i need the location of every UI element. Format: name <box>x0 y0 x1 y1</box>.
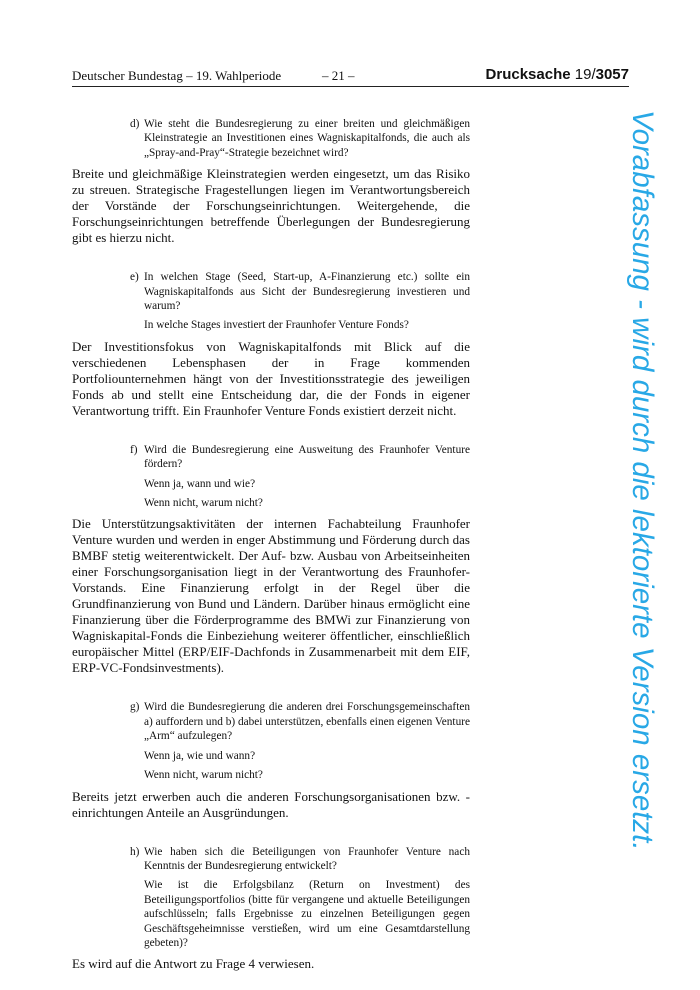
qa-block-e <box>72 270 470 419</box>
answer-text: Bereits jetzt erwerben auch die anderen Forschungsorganisationen bzw. -einrichtungen Anteile an Ausgründungen. <box>72 788 470 820</box>
question-letter: f) <box>130 443 138 456</box>
doc-num: 3057 <box>595 66 629 83</box>
watermark-text: Vorabfassung - wird durch die lektorierte Version ersetzt. <box>625 110 659 851</box>
answer-text: Die Unterstützungsaktivitäten der internen Fachabteilung Fraunhofer Venture wurden und werden in enger Abstimmung und Förderung durch das BMBF stetig weiterentwickelt. Der Auf- bzw. Ausbau von Arbeitseinheiten einer Forschungsorganisation liegt in der Verantwortung des Fraunhofer-Vorstands. Eine Finanzierung erfolgt in der Regel über die Grundfinanzierung von Bund und Ländern. Darüber hinaus ermöglicht eine Finanzierung über die Förderprogramme des BMWi zur Finanzierung von Wagniskapital-Fonds die Einbeziehung weiterer öffentlicher, einschließlich europäischer Mittel (ERP/EIF-Dachfonds in Zusammenarbeit mit dem EIF, ERP-VC-Fondsinvestments). <box>72 516 470 676</box>
question-letter: e) <box>130 271 139 284</box>
qa-block-d <box>72 117 470 246</box>
doc-label: Drucksache <box>485 66 571 83</box>
question-text: Wie steht die Bundesregierung zu einer breiten und gleichmäßigen Kleinstrategie an Investitionen eines Wagniskapitalfonds, die auch als „Spray-and-Pray“-Strategie bezeichnet wird? <box>144 118 470 159</box>
question-subtext: Wenn nicht, warum nicht? <box>144 769 263 782</box>
question-text: Wird die Bundesregierung die anderen drei Forschungsgemeinschaften a) auffordern und b) dabei unterstützen, ebenfalls einen eigenen Venture „Arm“ aufzulegen? <box>144 701 470 743</box>
header-publication: Deutscher Bundestag – 19. Wahlperiode <box>72 68 282 83</box>
question-subtext: Wie ist die Erfolgsbilanz (Return on Investment) des Beteiligungsportfolios (bitte für vergangene und aktuelle Beteiligungen aufschlüsseln; falls Ergebnisse zu einzelnen Beteiligungen gegen Geschäftsgeheimnisse verstießen, wird um eine Gesamtdarstellung gebeten)? <box>144 879 470 949</box>
question <box>130 117 470 160</box>
page-content <box>72 114 470 972</box>
answer-text: Breite und gleichmäßige Kleinstrategien werden eingesetzt, um das Risiko zu streuen. Strategische Fragestellungen liegen im Verantwortungsbereich der Vorstände der Forschungseinrichtungen. Weitergehende, die Forschungseinrichtungen betreffende Überlegungen der Bundesregierung gibt es hierzu nicht. <box>72 166 470 246</box>
question-subtext: Wenn ja, wie und wann? <box>144 749 256 762</box>
question <box>130 443 470 511</box>
answer-text: Der Investitionsfokus von Wagniskapitalfonds mit Blick auf die verschiedenen Lebensphasen der in Frage kommenden Portfoliounternehmen hängt von der Investitionsstrategie des jeweiligen Fonds ab und stellt eine Entscheidung dar, die der Fonds in eigener Verantwortung trifft. Ein Fraunhofer Venture Fonds existiert derzeit nicht. <box>72 338 470 418</box>
question-letter: h) <box>130 845 140 858</box>
draft-watermark <box>592 110 692 910</box>
question <box>130 270 470 333</box>
question-text: In welchen Stage (Seed, Start-up, A-Finanzierung etc.) sollte ein Wagniskapitalfonds aus Sicht der Bundesregierung investieren und warum? <box>144 271 470 313</box>
question-subtext: Wenn ja, wann und wie? <box>144 477 256 490</box>
header-page-number: – 21 – <box>322 68 355 83</box>
doc-num-prefix: 19/ <box>574 66 596 83</box>
question-text: Wird die Bundesregierung eine Ausweitung des Fraunhofer Venture fördern? <box>144 443 470 471</box>
header-document-number <box>486 66 629 83</box>
answer-text: Es wird auf die Antwort zu Frage 4 verwiesen. <box>72 956 315 972</box>
question <box>130 845 470 951</box>
question-subtext: In welche Stages investiert der Fraunhofer Venture Fonds? <box>144 319 409 332</box>
qa-block-g <box>72 700 470 820</box>
qa-block-f <box>72 443 470 677</box>
question <box>130 700 470 782</box>
question-subtext: Wenn nicht, warum nicht? <box>144 497 263 510</box>
question-letter: d) <box>130 118 140 130</box>
qa-block-h <box>72 845 470 973</box>
page-header <box>72 66 629 87</box>
question-text: Wie haben sich die Beteiligungen von Fraunhofer Venture nach Kenntnis der Bundesregierung entwickelt? <box>144 845 470 872</box>
question-letter: g) <box>130 701 140 714</box>
